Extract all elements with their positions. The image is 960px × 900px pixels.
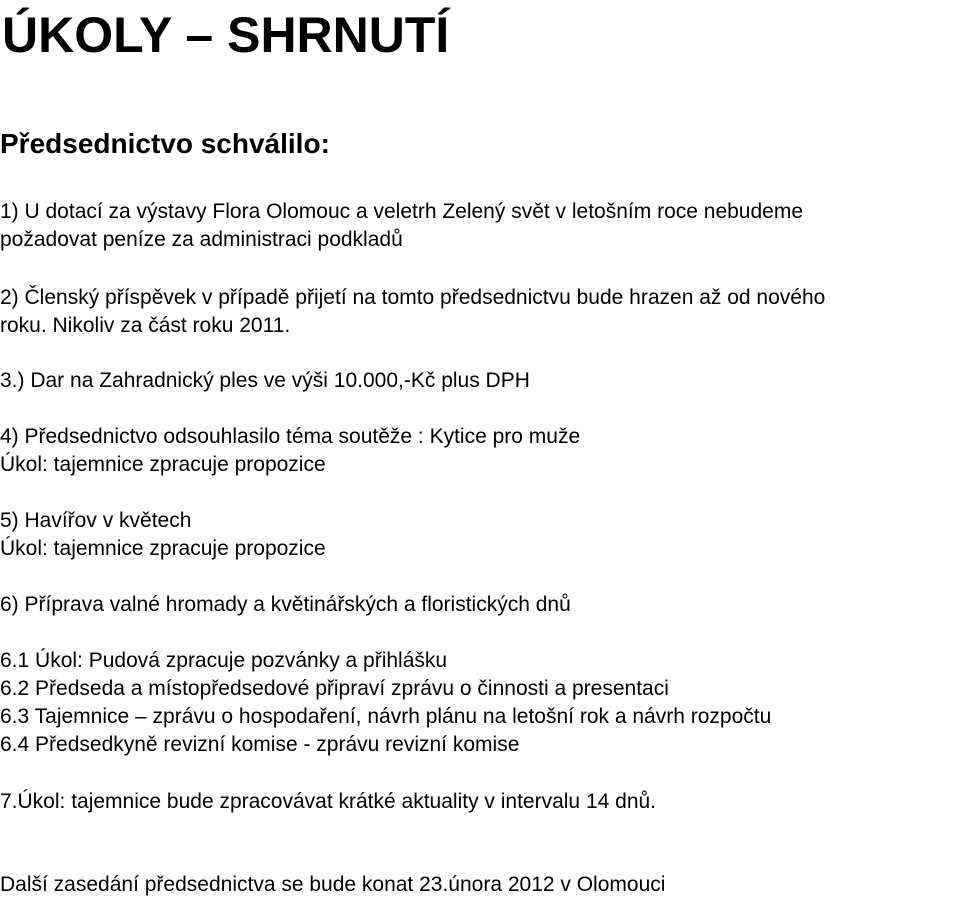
item-1-line-1: 1) U dotací za výstavy Flora Olomouc a veletrh Zelený svět v letošním roce nebudeme bbox=[0, 200, 804, 223]
item-7: 7.Úkol: tajemnice bude zpracovávat krátké aktuality v intervalu 14 dnů. bbox=[0, 790, 657, 813]
item-2-line-2: roku. Nikoliv za část roku 2011. bbox=[0, 314, 291, 337]
section-heading: Předsednictvo schválilo: bbox=[0, 128, 330, 159]
page-title: ÚKOLY – SHRNUTÍ bbox=[2, 7, 450, 63]
item-6-3: 6.3 Tajemnice – zprávu o hospodaření, návrh plánu na letošní rok a návrh rozpočtu bbox=[0, 705, 772, 728]
item-6-1: 6.1 Úkol: Pudová zpracuje pozvánky a přihlášku bbox=[0, 649, 448, 672]
item-4-line-2: Úkol: tajemnice zpracuje propozice bbox=[0, 453, 326, 476]
item-6-2: 6.2 Předseda a místopředsedové připraví zprávu o činnosti a presentaci bbox=[0, 677, 669, 700]
item-3: 3.) Dar na Zahradnický ples ve výši 10.000,-Kč plus DPH bbox=[0, 369, 530, 392]
item-4-line-1: 4) Předsednictvo odsouhlasilo téma soutěže : Kytice pro muže bbox=[0, 425, 581, 448]
item-5-line-1: 5) Havířov v květech bbox=[0, 509, 192, 532]
item-5-line-2: Úkol: tajemnice zpracuje propozice bbox=[0, 537, 326, 560]
item-2-line-1: 2) Členský příspěvek v případě přijetí na tomto předsednictvu bude hrazen až od nového bbox=[0, 286, 826, 309]
item-6-4: 6.4 Předsedkyně revizní komise - zprávu revizní komise bbox=[0, 733, 520, 756]
next-meeting-note: Další zasedání předsednictva se bude konat 23.února 2012 v Olomouci bbox=[0, 873, 666, 896]
item-1-line-2: požadovat peníze za administraci podkladů bbox=[0, 228, 403, 251]
item-6: 6) Příprava valné hromady a květinářských a floristických dnů bbox=[0, 593, 571, 616]
